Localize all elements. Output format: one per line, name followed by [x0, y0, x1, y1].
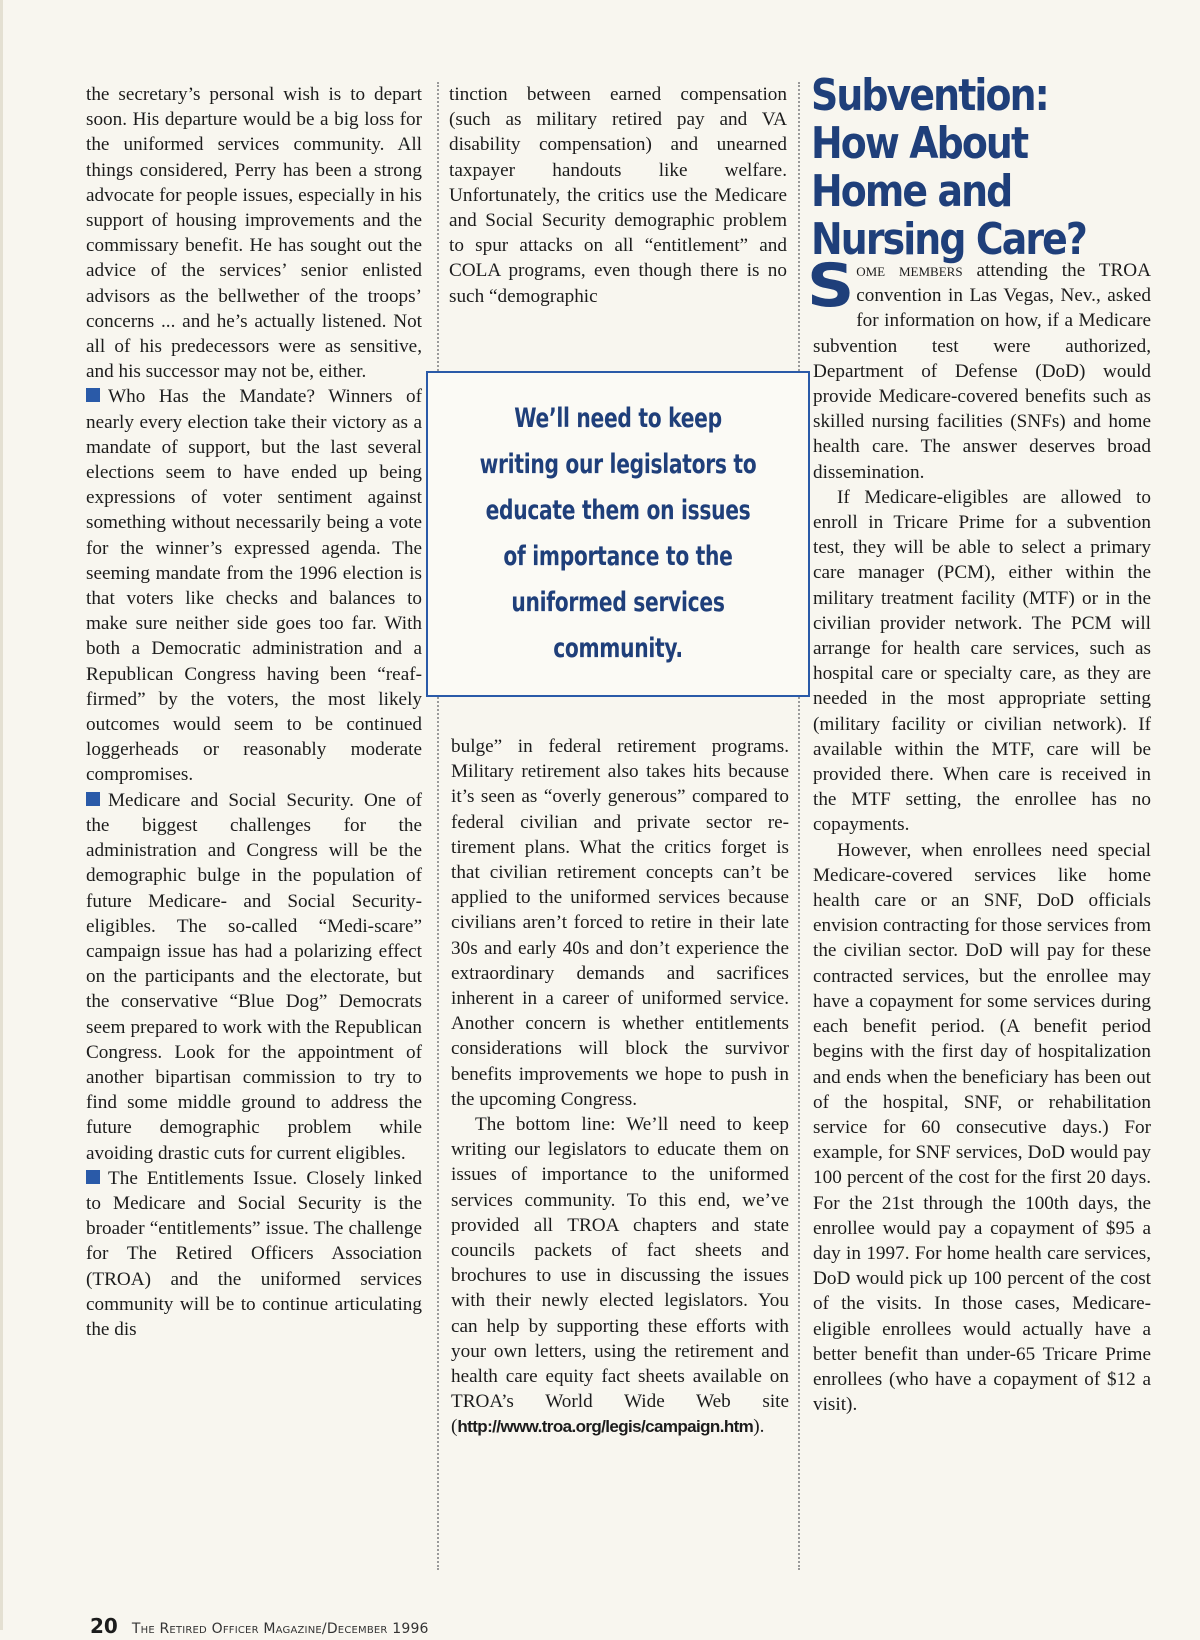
paragraph: However, when enrollees need special Medicare-covered services like home health care or an SNF, DoD officials envision contracting for those services from the civilian sector. DoD will pay for these contracted services, but the enrollee may have a copayment for some services during each benefit period. (A benefit period begins with the first day of hospitalization and ends when the beneficiary has been out of the hospital, SNF, or rehabilitation service for 60 consecutive days.) For example, for SNF services, DoD would pay 100 percent of the cost for the first 20 days. For the 21st through the 100th days, the enrollee would pay a copayment of $95 a day in 1997. For home health care services, DoD would pick up 100 percent of the cost of the visits. In those cases, Medicare-eligible enrollees would actually have a better benefit than under-65 Tricare Prime enrollees (who have a copayment of $12 a visit). [813, 839, 1151, 1416]
headline: Subvention: How About Home and Nursing Care? [811, 70, 1086, 265]
paragraph-text: attending the TROA convention in Las Vegas, Nev., asked for information on how, if a Medicare subvention test were authorized, Department of Defense (DoD) would provide Medicare-covered benefits such as skilled nursing facilities (SNFs) and home health care. The answer deserves broad dissemination. [813, 260, 1151, 483]
paragraph-text: The bottom line: We’ll need to keep writing our legislators to educate them on issues of importance to the uniformed services community. To this end, we’ve provided all TROA chapters and state councils packets of fact sheets and brochures to use in discussing the issues with their newly elected legislators. You can help by supporting these efforts with your own letters, using the retirement and health care equity fact sheets available on TROA’s World Wide Web site ( [451, 1114, 789, 1438]
page-number: 20 [90, 1614, 118, 1638]
column-2-top [449, 82, 787, 309]
square-bullet-icon [86, 388, 100, 402]
column-divider [798, 690, 800, 1570]
paragraph: If Medicare-eligibles are allowed to enroll in Tricare Prime for a subvention test, they will be able to select a primary care manager (PCM), either within the military treatment facility (MTF) or in the civilian provider network. The PCM will arrange for health care services, such as hospital care or specialty care, as they are needed in the most appropriate setting (military facility or civilian network). If available within the MTF, care will be provided there. When care is received in the MTF setting, the enrollee has no copayments. [813, 486, 1151, 836]
square-bullet-icon [86, 1170, 100, 1184]
paragraph [86, 1166, 422, 1342]
column-divider [437, 690, 439, 1570]
paragraph: the secretary’s personal wish is to depart soon. His departure would be a big loss for the uniformed services community. All things considered, Perry has been a strong advocate for people issues, especially in his support of housing improvements and the commissary benefit. He has sought out the advice of the services’ senior enlisted advisors as the bellwether of the troops’ concerns ... and he’s actually listened. Not all of his predecessors were as sensitive, and his successor may not be, either. [86, 84, 422, 383]
paragraph: bulge” in federal retirement programs. Military retirement also takes hits because it’s seen as “overly generous” compared to federal civilian and private sector retirement plans. What the critics forget is that civilian retirement concepts can’t be applied to the uniformed services because civilians aren’t forced to retire in their late 30s and early 40s and don’t experience the extraordinary demands and sacrifices inherent in a career of uniformed service. Another concern is whether entitlements considerations will block the survivor benefits improvements we hope to push in the upcoming Congress. [451, 736, 789, 1110]
paragraph [806, 251, 1151, 485]
square-bullet-icon [86, 792, 100, 806]
column-2-bottom [451, 734, 789, 1440]
column-divider [437, 82, 439, 382]
web-link[interactable]: http://www.troa.org/legis/campaign.htm [457, 1417, 754, 1437]
paragraph [86, 384, 422, 787]
paragraph-text: Medicare and Social Security. One of the biggest challenges for the administration and Congress will be the demographic bulge in the population of future Medicare- and Social Security-eligibles. The so-called “Medi-scare” campaign issue has had a polarizing effect on the participants and the electorate, but the conservative “Blue Dog” Democrats seem prepared to work with the Republican Congress. Look for the appointment of another bipartisan commission to try to find some middle ground to address the future demographic problem while avoiding drastic cuts for current eligibles. [86, 789, 422, 1164]
pull-quote-box [426, 371, 810, 697]
paragraph-text: Who Has the Mandate? Winners of nearly every election take their victory as a mandate of support, but the last several elections seem to have ended up being expressions of voter sentiment against something without necessarily being a vote for the winner’s expressed agenda. The seeming mandate from the 1996 election is that voters like checks and balances to make sure neither side goes too far. With both a Democratic administration and a Republican Congress having been “reaffirmed” by the voters, the most likely outcomes would seem to be continued loggerheads or reasonably moderate compromises. [86, 386, 422, 786]
lead-in: ome members [856, 260, 963, 281]
page-footer [90, 1614, 429, 1640]
page-edge [0, 0, 3, 1630]
column-1 [86, 82, 422, 1342]
paragraph [451, 1112, 789, 1440]
paragraph-text: ). [753, 1416, 765, 1438]
column-divider [798, 82, 800, 382]
column-3 [806, 251, 1151, 1417]
pull-quote: We’ll need to keep writing our legislators to educate them on issues of importance to the uniformed services community. [479, 403, 757, 664]
paragraph [86, 788, 422, 1166]
drop-cap: S [806, 251, 855, 321]
paragraph-text: The Entitlements Issue. Closely linked to Medicare and Social Security is the broader “entitlements” issue. The challenge for The Retired Officers Association (TROA) and the uniformed services community will be to continue articulating the dis [86, 1167, 422, 1340]
paragraph: tinction between earned compensation (such as military retired pay and VA disability compensation) and unearned taxpayer handouts like welfare. Unfortunately, the critics use the Medicare and Social Security demographic problem to spur attacks on all “entitlement” and COLA programs, even though there is no such “demographic [449, 84, 787, 307]
publication-title: The Retired Officer Magazine/December 1996 [131, 1621, 429, 1637]
